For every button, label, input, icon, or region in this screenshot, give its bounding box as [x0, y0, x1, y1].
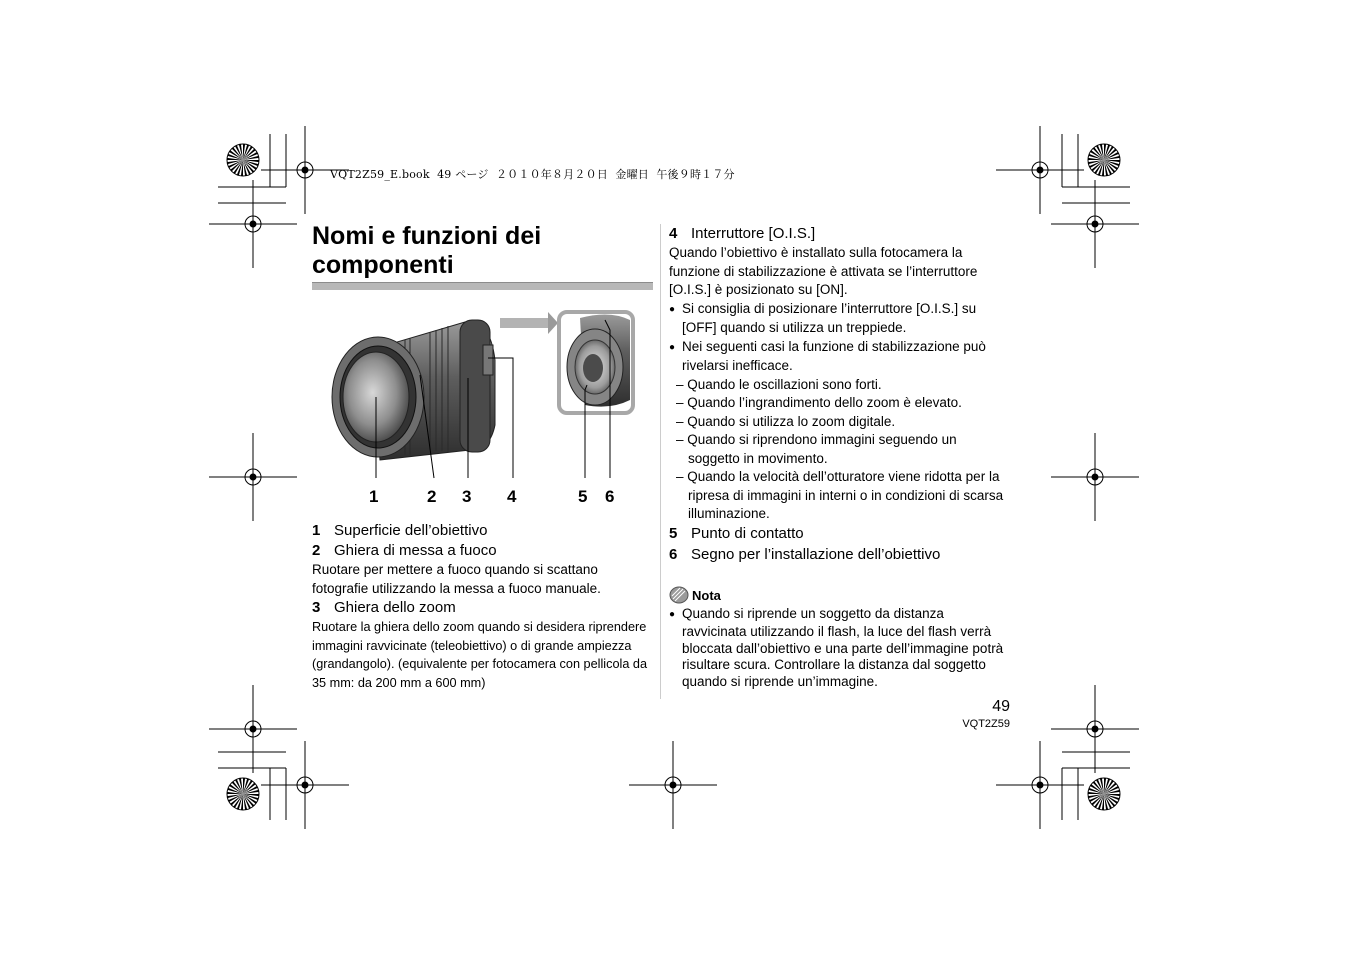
page-title: Nomi e funzioni dei componenti — [312, 222, 542, 279]
starburst-mark — [227, 778, 259, 810]
dash-item: – Quando si riprendono immagini seguendo un soggetto in movimento. — [676, 432, 957, 466]
item-2: 2 Ghiera di messa a fuoco — [312, 542, 497, 559]
bullet-tripod: ● Si consiglia di posizionare l’interruttore [O.I.S.] su [OFF] quando si utilizza un treppiede. — [669, 300, 977, 335]
crosshair-mark — [996, 741, 1084, 829]
item-1: 1 Superficie dell’obiettivo — [312, 522, 488, 539]
print-header: VQT2Z59_E.book 49 ページ ２０１０年８月２０日 金曜日 午後９時１７分 — [330, 168, 735, 181]
item-5: 5 Punto di contatto — [669, 524, 804, 542]
note-text: ● Quando si riprende un soggetto da distanza ravvicinata utilizzando il flash, la luce del flash verrà bloccata dall’obiettivo e una parte dell’immagine potrà risultare scura. Controllare la distanza dal soggetto quando si riprende un’immagine. — [669, 606, 1004, 690]
callout-5: 5 — [578, 487, 588, 506]
crosshair-mark — [261, 741, 349, 829]
callout-2: 2 — [427, 487, 437, 506]
bullet-ineffective: ● Nei seguenti casi la funzione di stabilizzazione può rivelarsi inefficace. — [669, 338, 986, 373]
dash-item: – Quando si utilizza lo zoom digitale. — [676, 413, 896, 429]
callout-6: 6 — [605, 487, 615, 506]
item-4-desc: Quando l’obiettivo è installato sulla fotocamera la funzione di stabilizzazione è attivata se l’interruttore [O.I.S.] è posizionato su [ON]. — [669, 245, 978, 297]
dash-item: – Quando l’ingrandimento dello zoom è elevato. — [676, 395, 962, 410]
starburst-mark — [227, 144, 259, 176]
note-block — [669, 586, 1011, 691]
dash-item: – Quando le oscillazioni sono forti. — [676, 376, 882, 392]
dash-item: – Quando la velocità dell’otturatore viene ridotta per la ripresa di immagini in interni o in condizioni di scarsa illuminazione. — [676, 469, 1004, 521]
callout-3: 3 — [462, 487, 472, 506]
note-icon — [669, 586, 689, 604]
crosshair-mark — [209, 685, 297, 773]
item-2-desc: Ruotare per mettere a fuoco quando si scattano fotografie utilizzando la messa a fuoco manuale. — [312, 562, 601, 596]
crosshair-mark — [996, 126, 1084, 214]
item-6: 6 Segno per l’installazione dell’obiettivo — [669, 545, 941, 563]
page-number: 49 — [992, 698, 1010, 715]
starburst-mark — [1088, 144, 1120, 176]
item-3-desc: Ruotare la ghiera dello zoom quando si desidera riprendere immagini ravvicinate (teleobiettivo) o di grande ampiezza (grandangolo). (equivalente per fotocamera con pellicola da 35 mm: da 200 mm a 600 mm) — [312, 620, 648, 690]
callout-4: 4 — [507, 487, 517, 506]
crosshair-mark — [629, 741, 717, 829]
item-4: 4 Interruttore [O.I.S.] — [669, 225, 816, 242]
item-3: 3 Ghiera dello zoom — [312, 599, 456, 616]
crosshair-mark — [209, 433, 297, 521]
column-divider — [660, 224, 661, 699]
crosshair-mark — [1051, 433, 1139, 521]
crosshair-mark — [1051, 180, 1139, 268]
right-column — [669, 224, 1011, 565]
callout-1: 1 — [369, 487, 379, 506]
document-code: VQT2Z59 — [962, 718, 1010, 730]
note-heading: Nota — [692, 587, 721, 603]
crosshair-mark — [1051, 685, 1139, 773]
note-header — [669, 586, 1011, 604]
crosshair-mark — [209, 180, 297, 268]
starburst-mark — [1088, 778, 1120, 810]
left-column — [312, 521, 657, 692]
title-rule — [312, 282, 653, 290]
